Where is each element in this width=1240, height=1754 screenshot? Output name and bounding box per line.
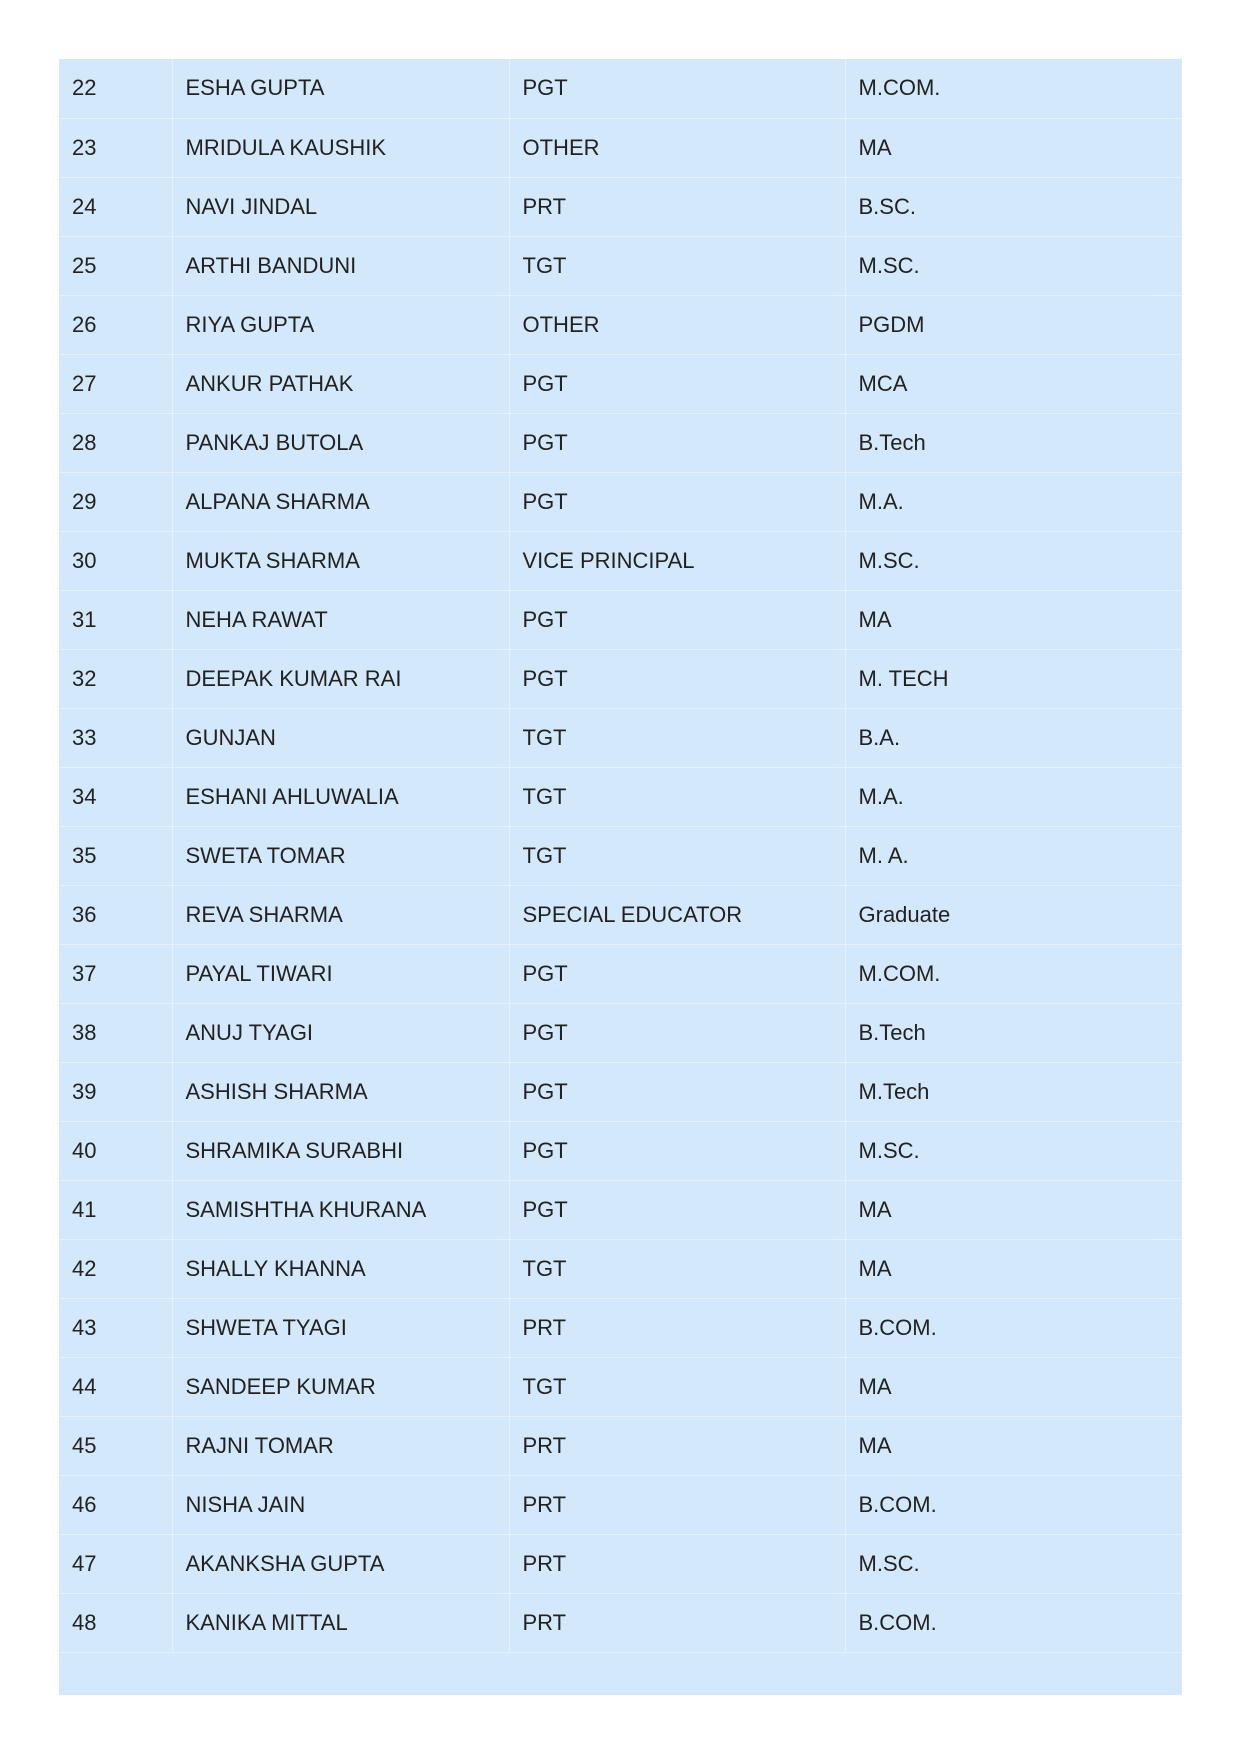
- designation-cell: PGT: [509, 944, 845, 1003]
- qualification-cell: B.Tech: [845, 413, 1182, 472]
- table-row: [59, 885, 1182, 944]
- table-row: [59, 236, 1182, 295]
- table-row: [59, 1357, 1182, 1416]
- serial-number-cell: 42: [59, 1239, 172, 1298]
- table-row: [59, 1003, 1182, 1062]
- qualification-cell: B.SC.: [845, 177, 1182, 236]
- qualification-cell: MA: [845, 1357, 1182, 1416]
- table-row: [59, 944, 1182, 1003]
- designation-cell: TGT: [509, 767, 845, 826]
- table-row: [59, 826, 1182, 885]
- designation-cell: PGT: [509, 649, 845, 708]
- designation-cell: PGT: [509, 354, 845, 413]
- designation-cell: PGT: [509, 1180, 845, 1239]
- serial-number-cell: 39: [59, 1062, 172, 1121]
- staff-name-cell: DEEPAK KUMAR RAI: [172, 649, 509, 708]
- serial-number-cell: 26: [59, 295, 172, 354]
- serial-number-cell: 24: [59, 177, 172, 236]
- table-row: [59, 413, 1182, 472]
- staff-name-cell: ESHA GUPTA: [172, 59, 509, 118]
- qualification-cell: B.A.: [845, 708, 1182, 767]
- designation-cell: PGT: [509, 1003, 845, 1062]
- staff-name-cell: RIYA GUPTA: [172, 295, 509, 354]
- staff-name-cell: NEHA RAWAT: [172, 590, 509, 649]
- designation-cell: PRT: [509, 1475, 845, 1534]
- qualification-cell: M.Tech: [845, 1062, 1182, 1121]
- designation-cell: SPECIAL EDUCATOR: [509, 885, 845, 944]
- serial-number-cell: 32: [59, 649, 172, 708]
- designation-cell: OTHER: [509, 295, 845, 354]
- qualification-cell: MA: [845, 118, 1182, 177]
- table-row: [59, 1180, 1182, 1239]
- designation-cell: PRT: [509, 1534, 845, 1593]
- staff-name-cell: SHRAMIKA SURABHI: [172, 1121, 509, 1180]
- qualification-cell: M.A.: [845, 767, 1182, 826]
- table-row: [59, 59, 1182, 118]
- qualification-cell: Graduate: [845, 885, 1182, 944]
- qualification-cell: B.COM.: [845, 1475, 1182, 1534]
- serial-number-cell: 48: [59, 1593, 172, 1652]
- serial-number-cell: 38: [59, 1003, 172, 1062]
- staff-name-cell: KANIKA MITTAL: [172, 1593, 509, 1652]
- table-row: [59, 1298, 1182, 1357]
- serial-number-cell: 22: [59, 59, 172, 118]
- qualification-cell: MA: [845, 1239, 1182, 1298]
- table-row: [59, 472, 1182, 531]
- staff-name-cell: AKANKSHA GUPTA: [172, 1534, 509, 1593]
- table-row: [59, 708, 1182, 767]
- serial-number-cell: 47: [59, 1534, 172, 1593]
- serial-number-cell: 37: [59, 944, 172, 1003]
- serial-number-cell: 28: [59, 413, 172, 472]
- table-row: [59, 1593, 1182, 1652]
- qualification-cell: B.Tech: [845, 1003, 1182, 1062]
- staff-table-container: [59, 59, 1182, 1695]
- qualification-cell: MA: [845, 590, 1182, 649]
- designation-cell: TGT: [509, 708, 845, 767]
- designation-cell: PGT: [509, 590, 845, 649]
- staff-name-cell: MRIDULA KAUSHIK: [172, 118, 509, 177]
- designation-cell: TGT: [509, 236, 845, 295]
- qualification-cell: M.SC.: [845, 1121, 1182, 1180]
- serial-number-cell: 44: [59, 1357, 172, 1416]
- staff-name-cell: PANKAJ BUTOLA: [172, 413, 509, 472]
- qualification-cell: M. TECH: [845, 649, 1182, 708]
- serial-number-cell: 30: [59, 531, 172, 590]
- designation-cell: TGT: [509, 1239, 845, 1298]
- serial-number-cell: 35: [59, 826, 172, 885]
- table-row: [59, 1534, 1182, 1593]
- table-row: [59, 1416, 1182, 1475]
- serial-number-cell: 33: [59, 708, 172, 767]
- staff-table: [59, 59, 1182, 1653]
- designation-cell: PRT: [509, 177, 845, 236]
- serial-number-cell: 46: [59, 1475, 172, 1534]
- table-row: [59, 649, 1182, 708]
- serial-number-cell: 27: [59, 354, 172, 413]
- designation-cell: PRT: [509, 1416, 845, 1475]
- staff-name-cell: ARTHI BANDUNI: [172, 236, 509, 295]
- serial-number-cell: 43: [59, 1298, 172, 1357]
- staff-name-cell: ANKUR PATHAK: [172, 354, 509, 413]
- table-row: [59, 177, 1182, 236]
- qualification-cell: M. A.: [845, 826, 1182, 885]
- table-row: [59, 1121, 1182, 1180]
- table-row: [59, 531, 1182, 590]
- table-row: [59, 767, 1182, 826]
- table-row: [59, 354, 1182, 413]
- staff-name-cell: RAJNI TOMAR: [172, 1416, 509, 1475]
- table-row: [59, 1062, 1182, 1121]
- designation-cell: OTHER: [509, 118, 845, 177]
- designation-cell: PGT: [509, 1121, 845, 1180]
- qualification-cell: MA: [845, 1180, 1182, 1239]
- qualification-cell: PGDM: [845, 295, 1182, 354]
- staff-name-cell: ASHISH SHARMA: [172, 1062, 509, 1121]
- serial-number-cell: 31: [59, 590, 172, 649]
- designation-cell: TGT: [509, 1357, 845, 1416]
- staff-name-cell: ESHANI AHLUWALIA: [172, 767, 509, 826]
- qualification-cell: M.COM.: [845, 59, 1182, 118]
- table-row: [59, 295, 1182, 354]
- qualification-cell: B.COM.: [845, 1298, 1182, 1357]
- designation-cell: PRT: [509, 1593, 845, 1652]
- qualification-cell: M.SC.: [845, 236, 1182, 295]
- designation-cell: PGT: [509, 59, 845, 118]
- serial-number-cell: 45: [59, 1416, 172, 1475]
- table-row: [59, 1475, 1182, 1534]
- serial-number-cell: 36: [59, 885, 172, 944]
- table-row: [59, 118, 1182, 177]
- qualification-cell: M.A.: [845, 472, 1182, 531]
- designation-cell: PRT: [509, 1298, 845, 1357]
- qualification-cell: MA: [845, 1416, 1182, 1475]
- designation-cell: VICE PRINCIPAL: [509, 531, 845, 590]
- staff-name-cell: ALPANA SHARMA: [172, 472, 509, 531]
- staff-table-body: [59, 59, 1182, 1652]
- serial-number-cell: 29: [59, 472, 172, 531]
- staff-name-cell: NISHA JAIN: [172, 1475, 509, 1534]
- staff-name-cell: SWETA TOMAR: [172, 826, 509, 885]
- designation-cell: PGT: [509, 413, 845, 472]
- designation-cell: PGT: [509, 1062, 845, 1121]
- staff-name-cell: NAVI JINDAL: [172, 177, 509, 236]
- qualification-cell: B.COM.: [845, 1593, 1182, 1652]
- table-row: [59, 1239, 1182, 1298]
- staff-name-cell: REVA SHARMA: [172, 885, 509, 944]
- staff-name-cell: SAMISHTHA KHURANA: [172, 1180, 509, 1239]
- staff-name-cell: ANUJ TYAGI: [172, 1003, 509, 1062]
- serial-number-cell: 40: [59, 1121, 172, 1180]
- designation-cell: PGT: [509, 472, 845, 531]
- table-row: [59, 590, 1182, 649]
- serial-number-cell: 25: [59, 236, 172, 295]
- staff-name-cell: SANDEEP KUMAR: [172, 1357, 509, 1416]
- staff-name-cell: GUNJAN: [172, 708, 509, 767]
- serial-number-cell: 23: [59, 118, 172, 177]
- serial-number-cell: 34: [59, 767, 172, 826]
- staff-name-cell: SHWETA TYAGI: [172, 1298, 509, 1357]
- qualification-cell: M.COM.: [845, 944, 1182, 1003]
- qualification-cell: M.SC.: [845, 531, 1182, 590]
- staff-name-cell: MUKTA SHARMA: [172, 531, 509, 590]
- staff-name-cell: PAYAL TIWARI: [172, 944, 509, 1003]
- qualification-cell: M.SC.: [845, 1534, 1182, 1593]
- designation-cell: TGT: [509, 826, 845, 885]
- qualification-cell: MCA: [845, 354, 1182, 413]
- staff-name-cell: SHALLY KHANNA: [172, 1239, 509, 1298]
- serial-number-cell: 41: [59, 1180, 172, 1239]
